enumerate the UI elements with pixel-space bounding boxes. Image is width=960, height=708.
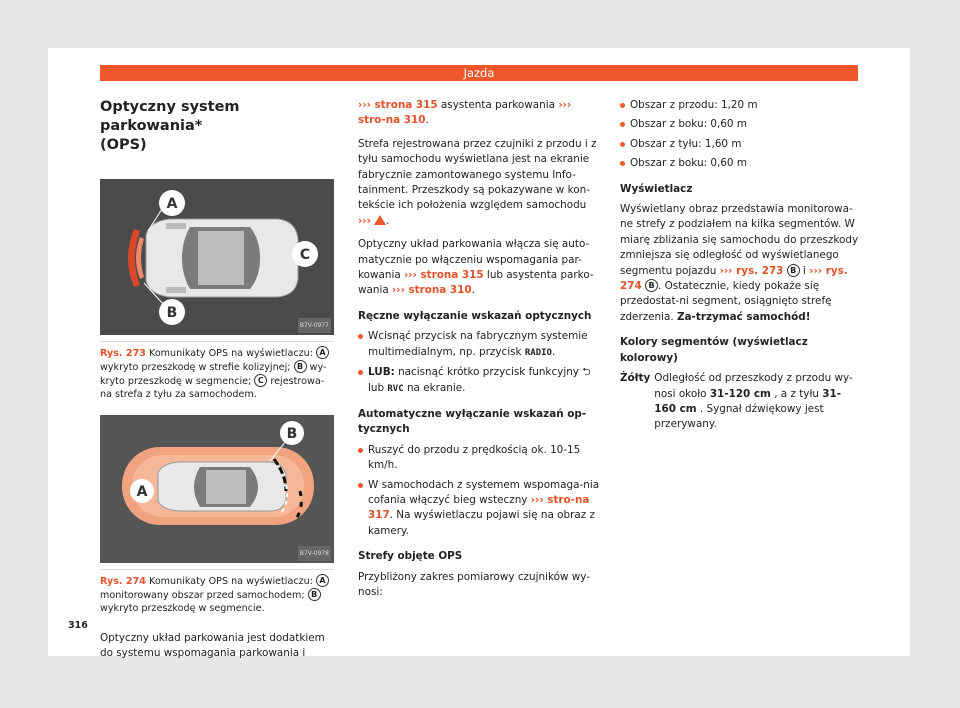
figure-code: B7V-0978 [298, 546, 331, 561]
circle-b-icon: B [294, 360, 307, 373]
paragraph-display: Wyświetlany obraz przedstawia monitorowa-ne strefy z podziałem na kilka segmentów. W miarę zbliżania się samochodu do przeszkody zmniejsza się odległość od wyświetlanego segmentu pojazdu ››› rys. 273 B i ››› rys. 274 B . Ostatecznie, kiedy pokaże się przedostat-ni segment, osiągnięto strefę zderzenia. Za-trzymać samochód! [620, 203, 859, 323]
link-warning[interactable]: ››› [358, 214, 371, 227]
circle-c-icon: C [254, 374, 267, 387]
label-b: B [286, 426, 298, 442]
figure-274-caption: Rys. 274 Komunikaty OPS na wyświetlaczu: A monitorowany obszar przed samochodem; B wykryto przeszkodę w segmencie. [100, 569, 334, 615]
circle-b-icon: B [645, 279, 658, 292]
title-line-1: Optyczny system parkowania* [100, 99, 240, 134]
list-item: Obszar z przodu: 1,20 m [620, 98, 860, 113]
paragraph-zones: Przybliżony zakres pomiarowy czujników wy-nosi: [358, 570, 590, 598]
column-middle [358, 98, 602, 608]
intro-paragraph: Optyczny układ parkowania jest dodatkiem do systemu wspomagania parkowania i [100, 632, 325, 660]
label-c: C [299, 247, 311, 263]
list-item: Wcisnąć przycisk na fabrycznym systemie multimedialnym, np. przycisk RADIO. [358, 329, 602, 361]
list-item: Obszar z boku: 0,60 m [620, 156, 860, 171]
heading-zones: Strefy objęte OPS [358, 550, 463, 563]
caption-ref: Rys. 274 [100, 576, 146, 587]
list-item: W samochodach z systemem wspomaga-nia cofania włączyć bieg wsteczny ››› stro-na 317. Na wyświetlaczu pojawi się na obraz z kamery. [358, 478, 602, 540]
rvc-key: RVC [387, 383, 404, 394]
column-right [620, 98, 860, 433]
return-arrow-icon: ⮌ [582, 366, 591, 379]
list-item: Ruszyć do przodu z prędkością ok. 10-15 km/h. [358, 443, 602, 474]
list-item: Obszar z tyłu: 1,60 m [620, 137, 860, 152]
paragraph-2: Strefa rejestrowana przez czujniki z przodu i z tyłu samochodu wyświetlana jest na ekranie fabrycznie zamontowanego systemu Info-tainment. Przeszkody są pokazywane w kon-tekście ich położenia względem samochodu ››› . [358, 137, 597, 227]
link-strona-315[interactable]: ››› strona 315 [404, 269, 484, 282]
heading-colors: Kolory segmentów (wyświetlacz kolorowy) [620, 336, 808, 364]
paragraph-1: ››› strona 315 asystenta parkowania ››› stro-na 310. [358, 99, 572, 127]
list-item: LUB: nacisnąć krótko przycisk funkcyjny ⮌ lub RVC na ekranie. [358, 365, 602, 397]
heading-auto-off: Automatyczne wyłączanie wskazań op-tycznych [358, 407, 587, 436]
car-icon [146, 219, 298, 297]
section-header: Jazda [100, 65, 858, 81]
label-b: B [166, 305, 178, 321]
figure-274 [100, 415, 334, 563]
circle-a-icon: A [316, 346, 329, 359]
figure-273-caption: Rys. 273 Komunikaty OPS na wyświetlaczu: A wykryto przeszkodę w strefie kolizyjnej; B wy-kryto przeszkodę w segmencie; C rejestrowa-na strefa z tyłu za samochodem. [100, 341, 334, 401]
heading-manual-off: Ręczne wyłączanie wskazań optycznych [358, 309, 592, 322]
circle-b-icon: B [787, 264, 800, 277]
title-line-2: (OPS) [100, 137, 147, 153]
label-a: A [136, 484, 148, 500]
radio-button-key: RADIO [524, 347, 552, 358]
page-number: 316 [68, 620, 88, 631]
car-top-view-illustration [100, 179, 334, 335]
link-strona-315[interactable]: ››› strona 315 [358, 99, 438, 111]
circle-a-icon: A [316, 574, 329, 587]
figure-273 [100, 179, 334, 335]
list-item: Obszar z boku: 0,60 m [620, 117, 860, 132]
circle-b-icon: B [308, 588, 321, 601]
manual-page [48, 48, 910, 660]
label-a: A [166, 196, 178, 212]
caption-ref: Rys. 273 [100, 348, 146, 359]
paragraph-3: Optyczny układ parkowania włącza się auto-matycznie po włączeniu wspomagania par-kowania ››› strona 315 lub asystenta parko-wania ››› strona 310. [358, 238, 594, 297]
parking-zone-illustration [100, 415, 334, 563]
link-strona-310[interactable]: ››› stro-na 310 [358, 99, 572, 127]
definition-yellow: Żółty Odległość od przeszkody z przodu wy-nosi około 31-120 cm , a z tyłu 31-160 cm . Sygnał dźwiękowy jest przerywany. [620, 372, 853, 431]
link-rys-274[interactable]: ››› rys. 274 [620, 264, 848, 293]
page-title [100, 98, 334, 155]
link-strona-310[interactable]: ››› strona 310 [392, 284, 472, 297]
link-rys-273[interactable]: ››› rys. 273 [719, 264, 784, 277]
link-strona-317[interactable]: ››› stro-na 317 [368, 493, 590, 522]
figure-code: B7V-0977 [298, 318, 331, 333]
column-left [100, 98, 334, 670]
car-icon [158, 462, 286, 511]
warning-icon [374, 215, 386, 225]
heading-display: Wyświetlacz [620, 182, 693, 195]
